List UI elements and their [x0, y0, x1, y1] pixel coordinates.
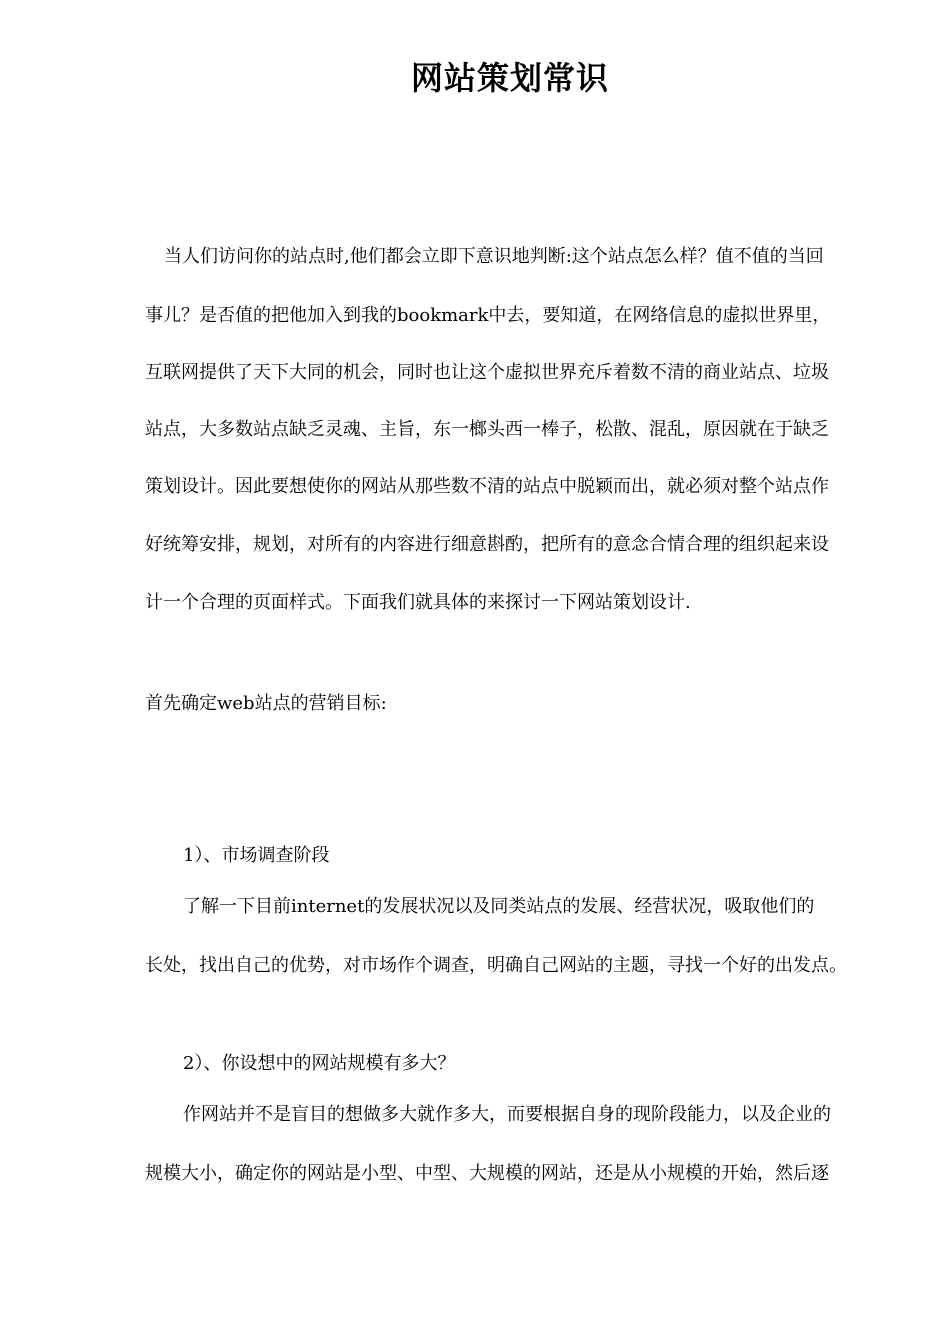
section-intro: 首先确定web站点的营销目标:: [145, 693, 387, 714]
paragraph-line: 好统筹安排，规划，对所有的内容进行细意斟酌，把所有的意念合情合理的组织起来设: [145, 534, 829, 555]
paragraph-line: 长处，找出自己的优势，对市场作个调查，明确自己网站的主题，寻找一个好的出发点。: [145, 955, 847, 976]
paragraph-line: 策划设计。因此要想使你的网站从那些数不清的站点中脱颖而出，就必须对整个站点作: [145, 476, 829, 497]
section-heading-market-research: 1）、市场调查阶段: [183, 845, 330, 866]
paragraph-line: 规模大小，确定你的网站是小型、中型、大规模的网站，还是从小规模的开始，然后逐: [145, 1163, 829, 1184]
document-title: 网站策划常识: [410, 59, 609, 97]
paragraph-line: 作网站并不是盲目的想做多大就作多大，而要根据自身的现阶段能力，以及企业的: [183, 1104, 831, 1125]
paragraph-line: 当人们访问你的站点时,他们都会立即下意识地判断:这个站点怎么样？值不值的当回: [164, 246, 824, 267]
paragraph-line: 事儿？是否值的把他加入到我的bookmark中去，要知道，在网络信息的虚拟世界里，: [145, 305, 831, 326]
paragraph-line: 计一个合理的页面样式。下面我们就具体的来探讨一下网站策划设计.: [145, 592, 691, 613]
section-heading-site-scale: 2）、你设想中的网站规模有多大？: [183, 1053, 456, 1074]
paragraph-line: 站点，大多数站点缺乏灵魂、主旨，东一榔头西一棒子，松散、混乱，原因就在于缺乏: [145, 419, 829, 440]
paragraph-line: 了解一下目前internet的发展状况以及同类站点的发展、经营状况，吸取他们的: [183, 896, 815, 917]
paragraph-line: 互联网提供了天下大同的机会，同时也让这个虚拟世界充斥着数不清的商业站点、垃圾: [145, 362, 829, 383]
